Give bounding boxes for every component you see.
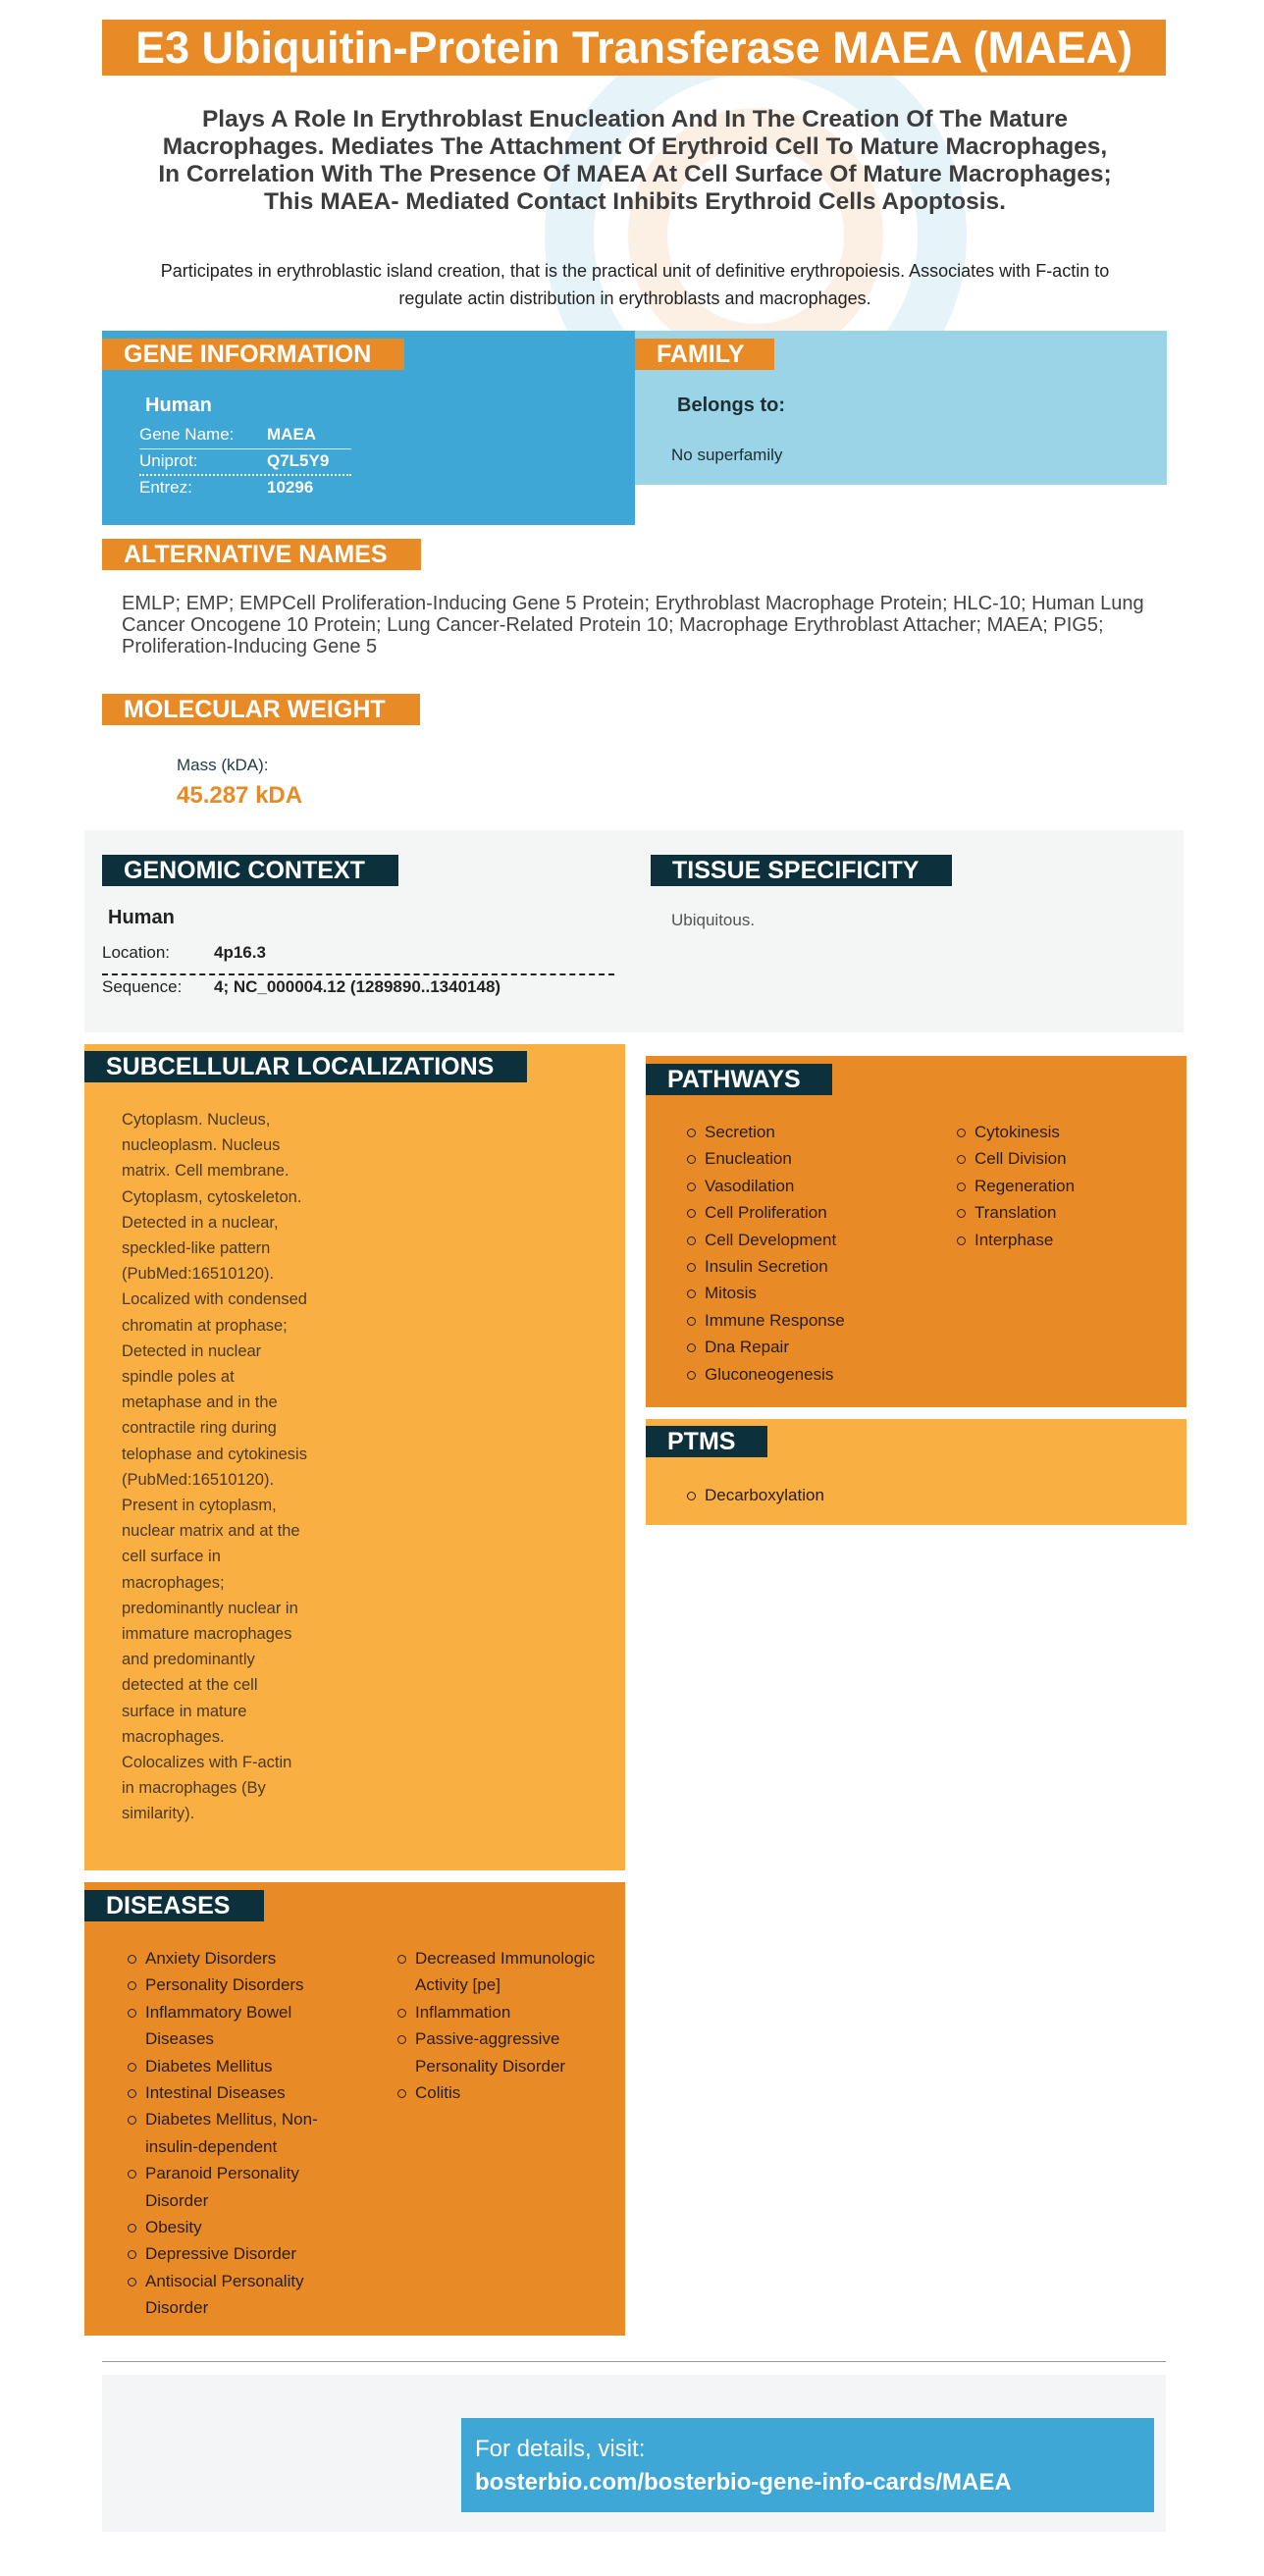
subcellular-line: Cytoplasm. Nucleus, [122, 1111, 271, 1129]
subcellular-line: spindle poles at [122, 1368, 235, 1387]
ptm-item: Decarboxylation [705, 1482, 940, 1508]
molecular-weight-heading: MOLECULAR WEIGHT [102, 694, 420, 725]
subcellular-line: predominantly nuclear in [122, 1599, 298, 1617]
subcellular-line: similarity). [122, 1805, 195, 1823]
alternative-names-heading: ALTERNATIVE NAMES [102, 539, 421, 570]
subcellular-line: macrophages; [122, 1573, 225, 1592]
function-line: In Correlation With The Presence Of MAEA At Cell Surface Of Mature Macrophages; [158, 161, 1112, 187]
pathway-item: Cell Division [974, 1145, 1171, 1172]
subcellular-line: matrix. Cell membrane. [122, 1162, 290, 1181]
family-heading: FAMILY [635, 339, 774, 370]
disease-item-line: Inflammatory Bowel [145, 2002, 292, 2022]
ptms-heading: PTMS [646, 1426, 767, 1457]
disease-item-line: Activity [pe] [415, 1975, 500, 1995]
disease-item-line: insulin-dependent [145, 2136, 278, 2156]
disease-item [145, 1971, 342, 1998]
entrez-value: 10296 [267, 478, 314, 497]
subcellular-line: macrophages. [122, 1727, 225, 1746]
disease-item-line: Obesity [145, 2218, 202, 2237]
disease-item [415, 2079, 621, 2106]
disease-item-line: Personality Disorder [415, 2056, 566, 2076]
subcellular-line: immature macrophages [122, 1625, 292, 1644]
pathway-item: Vasodilation [705, 1173, 940, 1199]
subcellular-line: Detected in a nuclear, [122, 1213, 279, 1232]
subcellular-line: speckled-like pattern [122, 1239, 271, 1258]
diseases-list-col2 [415, 1945, 621, 2106]
family-value: No superfamily [671, 446, 783, 464]
subcellular-line: nuclear matrix and at the [122, 1522, 300, 1541]
uniprot-value: Q7L5Y9 [267, 451, 330, 470]
pathway-item: Translation [974, 1199, 1171, 1226]
gene-name-value: MAEA [267, 425, 317, 444]
subcellular-line: Detected in nuclear [122, 1341, 262, 1360]
sequence-row [102, 973, 614, 1002]
function-line: Macrophages. Mediates The Attachment Of Erythroid Cell To Mature Macrophages, [162, 133, 1108, 160]
subcellular-line: Localized with condensed [122, 1290, 307, 1309]
genomic-context-heading: GENOMIC CONTEXT [102, 855, 398, 886]
pathway-item: Dna Repair [705, 1334, 940, 1360]
disease-item-line: Diabetes Mellitus [145, 2056, 273, 2076]
alt-names-line: Cancer Oncogene 10 Protein; Lung Cancer-Related Protein 10; Macrophage Erythroblast Attacher; MAEA; PIG5; [122, 614, 1104, 636]
gene-information-heading: GENE INFORMATION [102, 339, 404, 370]
description-line: regulate actin distribution in erythroblasts and macrophages. [398, 289, 871, 308]
disease-item-line: Diabetes Mellitus, Non- [145, 2110, 318, 2129]
subcellular-line: in macrophages (By [122, 1779, 266, 1798]
disease-item [415, 1945, 621, 1999]
pathway-item: Regeneration [974, 1173, 1171, 1199]
disease-item [145, 2079, 342, 2106]
disease-item-line: Anxiety Disorders [145, 1949, 277, 1968]
pathway-item: Cell Proliferation [705, 1199, 940, 1226]
ptms-list [705, 1482, 940, 1508]
disease-item [145, 2214, 342, 2240]
function-line: This MAEA- Mediated Contact Inhibits Erythroid Cells Apoptosis. [264, 188, 1006, 215]
tissue-specificity-text: Ubiquitous. [671, 911, 756, 929]
mass-label: Mass (kDA): [177, 756, 269, 774]
subcellular-line: metaphase and in the [122, 1393, 278, 1412]
disease-item-line: Intestinal Diseases [145, 2083, 286, 2103]
disease-item [145, 2240, 342, 2267]
pathway-item: Gluconeogenesis [705, 1361, 940, 1388]
uniprot-label: Uniprot: [139, 451, 198, 470]
disease-item-line: Depressive Disorder [145, 2244, 296, 2264]
disease-item [145, 1999, 342, 2053]
alternative-names-text [122, 593, 1166, 657]
genomic-species: Human [108, 907, 175, 928]
disease-item-line: Antisocial Personality [145, 2271, 304, 2290]
subcellular-line: Present in cytoplasm, [122, 1497, 277, 1515]
subcellular-line: telophase and cytokinesis [122, 1445, 307, 1463]
pathways-heading: PATHWAYS [646, 1064, 832, 1095]
subcellular-line: Colocalizes with F-actin [122, 1754, 292, 1772]
subcellular-line: chromatin at prophase; [122, 1316, 288, 1335]
disease-item [415, 2025, 621, 2079]
gene-name-row [139, 422, 351, 447]
subcellular-line: Cytoplasm, cytoskeleton. [122, 1187, 302, 1206]
disease-item-line: Disorder [145, 2190, 209, 2210]
details-link-box[interactable] [461, 2418, 1154, 2512]
subcellular-line: (PubMed:16510120). [122, 1470, 275, 1489]
subcellular-line: surface in mature [122, 1702, 247, 1720]
alt-names-line: Proliferation-Inducing Gene 5 [122, 636, 378, 657]
alt-names-line: EMLP; EMP; EMPCell Proliferation-Inducing Gene 5 Protein; Erythroblast Macrophage Protein; HLC-10; Human Lung [122, 593, 1144, 614]
pathway-item: Mitosis [705, 1280, 940, 1306]
subcellular-text [122, 1107, 330, 1827]
disease-item-line: Disorder [145, 2298, 209, 2318]
tissue-specificity-heading: TISSUE SPECIFICITY [651, 855, 952, 886]
pathways-list-col2 [974, 1119, 1171, 1253]
disease-item [145, 2268, 342, 2322]
disease-item-line: Colitis [415, 2083, 461, 2103]
disease-item-line: Passive-aggressive [415, 2029, 560, 2049]
description-line: Participates in erythroblastic island creation, that is the practical unit of definitive erythropoiesis. Associates with F-actin to [160, 261, 1110, 281]
diseases-list-col1 [145, 1945, 342, 2322]
subcellular-line: nucleoplasm. Nucleus [122, 1136, 281, 1155]
entrez-row [139, 475, 351, 500]
function-summary [118, 106, 1152, 216]
entrez-label: Entrez: [139, 478, 192, 497]
disease-item-line: Diseases [145, 2029, 214, 2049]
pathway-item: Insulin Secretion [705, 1253, 940, 1280]
pathway-item: Enucleation [705, 1145, 940, 1172]
disease-item [145, 2053, 342, 2079]
family-belongs-label: Belongs to: [677, 394, 785, 416]
pathway-item: Interphase [974, 1227, 1171, 1253]
pathway-item: Immune Response [705, 1307, 940, 1334]
disease-item-line: Inflammation [415, 2002, 511, 2022]
disease-item-line: Paranoid Personality [145, 2164, 299, 2183]
subcellular-line: contractile ring during [122, 1419, 277, 1438]
subcellular-line: cell surface in [122, 1548, 221, 1566]
subcellular-line: detected at the cell [122, 1676, 258, 1695]
location-value: 4p16.3 [214, 943, 266, 962]
disease-item [145, 2106, 342, 2160]
page-title: E3 Ubiquitin-Protein Transferase MAEA (MAEA) [102, 20, 1166, 76]
details-link[interactable]: bosterbio.com/bosterbio-gene-info-cards/MAEA [475, 2469, 1012, 2496]
disease-item-line: Decreased Immunologic [415, 1949, 596, 1968]
pathway-item: Cell Development [705, 1227, 940, 1253]
subcellular-heading: SUBCELLULAR LOCALIZATIONS [84, 1051, 527, 1082]
uniprot-row [139, 448, 351, 474]
gene-name-label: Gene Name: [139, 425, 235, 444]
disease-item [415, 1999, 621, 2025]
pathway-item: Secretion [705, 1119, 940, 1145]
subcellular-line: and predominantly [122, 1651, 255, 1669]
pathways-list-col1 [705, 1119, 940, 1388]
diseases-heading: DISEASES [84, 1890, 264, 1921]
details-label: For details, visit: [475, 2436, 646, 2462]
gene-species: Human [145, 394, 212, 416]
sequence-value: 4; NC_000004.12 (1289890..1340148) [214, 977, 501, 996]
location-row [102, 938, 614, 968]
disease-item [145, 2160, 342, 2214]
footer-divider [102, 2361, 1166, 2362]
disease-item [145, 1945, 342, 1971]
disease-item-line: Personality Disorders [145, 1975, 304, 1995]
mass-value: 45.287 kDA [177, 782, 303, 809]
function-line: Plays A Role In Erythroblast Enucleation And In The Creation Of The Mature [201, 106, 1069, 132]
description [128, 257, 1142, 312]
subcellular-line: (PubMed:16510120). [122, 1265, 275, 1284]
location-label: Location: [102, 943, 170, 962]
pathway-item: Cytokinesis [974, 1119, 1171, 1145]
sequence-label: Sequence: [102, 977, 183, 996]
